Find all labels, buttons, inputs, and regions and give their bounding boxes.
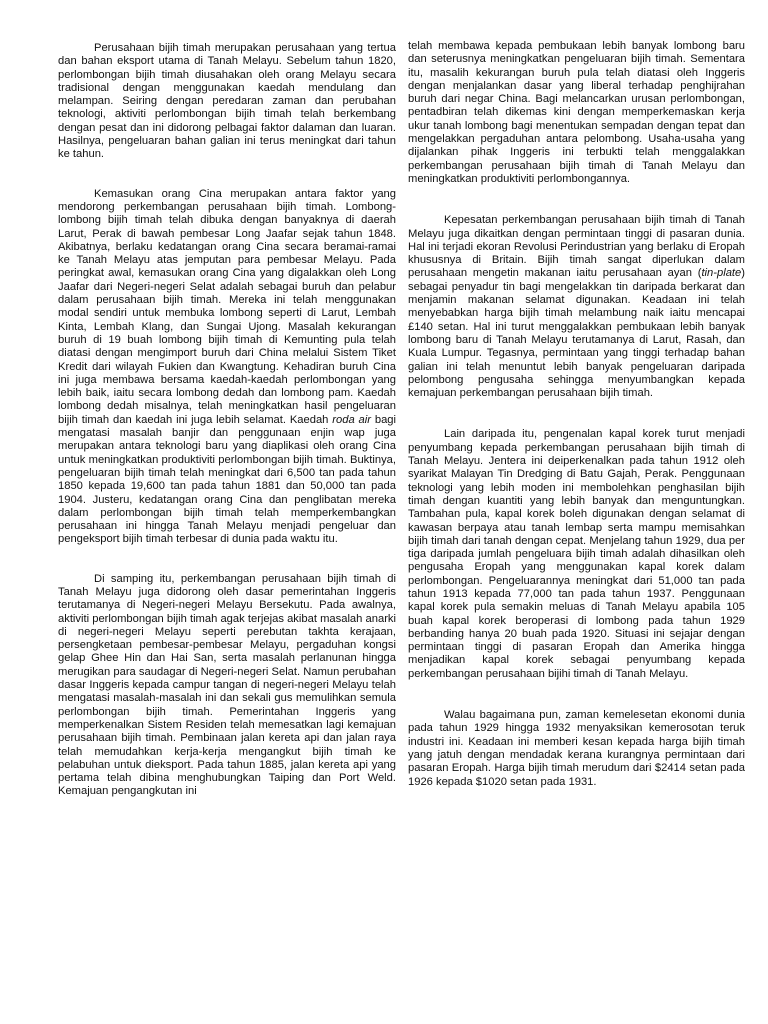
paragraph-intro: Perusahaan bijih timah merupakan perusahaan yang tertua dan bahan eksport utama di Tanah Melayu. Sebelum tahun 1820, perlombongan bijih timah diusahakan oleh orang Melayu secara tradisional dengan menggunakan kaedah mendulang dan melampan. Seiring dengan peredaran zaman dan perubahan teknologi, aktiviti perlombongan bijih timah telah berkembang dengan pesat dan ini didorong pelbagai faktor dalaman dan luaran. Hasilnya, pengeluaran bahan galian ini terus meningkat dari tahun ke tahun.	[58, 42, 396, 161]
paragraph-dredges: Lain daripada itu, pengenalan kapal korek turut menjadi penyumbang kepada perkembangan perusahaan bijih timah di Tanah Melayu. Jentera ini deiperkenalkan pada tahun 1912 oleh syarikat Malayan Tin Dredging di Batu Gajah, Perak. Penggunaan teknologi yang lebih moden ini membolehkan penghasilan bijih timah dengan kuantiti yang lebih banyak dan menguntungkan. Tambahan pula, kapal korek boleh digunakan dengan selamat di kawasan berpaya atau tanah lembap serta mampu memisahkan bijih timah dari tanah dengan cepat. Menjelang tahun 1929, dua per tiga daripada jumlah pengeluara bijih timah adalah dihasilkan oleh pengusaha Eropah yang menggunakan kapal korek dalam perlombongan. Pengeluarannya meningkat dari 51,000 tan pada tahun 1913 kepada 77,000 tan pada tahun 1937. Penggunaan kapal korek pula semakin meluas di Tanah Melayu apabila 105 buah kapal korek beroperasi di lombong pada tahun 1929 berbanding hanya 20 buah pada 1920. Situasi ini sejajar dengan permintaan tinggi di pasaran Eropah dan Amerika hingga menjadikan kapal korek sebagai penyumbang kepada perkembangan perusahaan bijihi timah di Tanah Melayu.	[408, 428, 745, 680]
left-column	[58, 42, 396, 799]
paragraph-british-policy-continued: telah membawa kepada pembukaan lebih banyak lombong baru dan seterusnya meningkatkan pengeluaran bijih timah. Sementara itu, masalih kekurangan buruh pula telah diatasi oleh Inggeris dengan menjalankan dasar yang liberal terhadap penghijrahan buruh dari negar China. Bagi melancarkan urusan perlombongan, pentadbiran telah dikemas kini dengan memperkemaskan kerja ukur tanah lombong bagi menentukan sempadan dengan tepat dan mengelakkan pergaduhan antara pelombong. Usaha-usaha yang dijalankan pihak Inggeris ini terbukti telah menggalakkan perkembangan perusahaan bijih timah di Tanah Melayu dan meningkatkan produktiviti perlombongannya.	[408, 40, 745, 185]
italic-term-roda-air: roda air	[332, 413, 371, 426]
paragraph-world-demand	[408, 214, 745, 400]
paragraph-text: bagi mengatasi masalah banjir dan penggunaan enjin wap juga merupakan antara teknologi baru yang diaplikasi oleh orang Cina untuk meningkatkan produktiviti perlombongan bijih timah. Buktinya, pengeluaran bijih timah telah meningkat dari 6,500 tan pada tahun 1850 kepada 19,600 tan pada tahun 1881 dan 50,000 tan pada 1904. Justeru, kedatangan orang Cina dan penglibatan mereka dalam perlombongan bijih timah telah memperkembangkan perusahaan ini hingga Tanah Melayu menjadi pengeluar dan pengeksport bijih timah terbesar di dunia pada waktu itu.	[58, 413, 397, 546]
italic-term-tin-plate: tin-plate	[701, 267, 742, 280]
paragraph-text: ) sebagai penyadur tin bagi mengelakkan tin daripada berkarat dan menjamin makanan selamat digunakan. Keadaan ini telah menyebabkan harga bijih timah melambung naik iaitu mencapai £140 setan. Hal ini turut menggalakkan pembukaan lebih banyak lombong baru di Tanah Melayu terutamanya di Larut, Rasah, dan Kuala Lumpur. Tegasnya, permintaan yang tinggi terhadap bahan galian ini telah menuntut lebih banyak pengeluaran daripada pelombong pengusaha sehingga menyumbangkan kepada kemajuan perkembangan perusahaan bijih timah.	[408, 267, 745, 400]
right-column	[408, 40, 745, 789]
paragraph-text: Kemasukan orang Cina merupakan antara faktor yang mendorong perkembangan perusahaan bijih timah. Lombong-lombong bijih timah telah dibuka dengan banyaknya di daerah Larut, Perak di bawah pembesar Long Jaafar sejak tahun 1848. Akibatnya, berlaku kedatangan orang Cina secara beramai-ramai ke Tanah Melayu atas jemputan para pembesar Melayu. Pada peringkat awal, kemasukan orang Cina yang digalakkan oleh Long Jaafar dari Negeri-negeri Selat adalah sebagai buruh dan pelabur dalam perusahaan bijih timah. Mereka ini telah menggunakan modal sendiri untuk membuka lombong seperti di Larut, Lembah Kinta, Lembah Klang, dan Sungai Ujong. Masalah kekurangan buruh di 19 buah lombong bijih timah di Kemunting pula telah diatasi dengan mengimport buruh dari China melalui Sistem Tiket Kredit dari wilayah Fukien dan Kwangtung. Kehadiran buruh Cina ini juga membawa bersama kaedah-kaedah perlombongan yang lebih baik, iaitu secara lombong dedah dan lombong pam. Kaedah lombong dedah misalnya, telah meningkatkan hasil pengeluaran bijih timah dan kaedah ini juga lebih selamat. Kaedah	[58, 187, 396, 426]
paragraph-depression: Walau bagaimana pun, zaman kemelesetan ekonomi dunia pada tahun 1929 hingga 1932 menyaksikan kemerosotan teruk industri ini. Keadaan ini memberi kesan kepada harga bijih timah yang jatuh dengan mendadak kerana kurangnya permintaan dari pasaran Eropah. Harga bijih timah merudum dari $2414 setan pada 1926 kepada $1020 setan pada 1931.	[408, 709, 745, 788]
paragraph-british-policy: Di samping itu, perkembangan perusahaan bijih timah di Tanah Melayu juga didorong oleh dasar pemerintahan Inggeris terutamanya di Negeri-negeri Melayu Bersekutu. Pada awalnya, aktiviti perlombongan bijih timah agak terjejas akibat masalah anarki di negeri-negeri Melayu seperti perebutan takhta kerajaan, persengketaan pembesar-pembesar Melayu, pergaduhan kongsi gelap Ghee Hin dan Hai San, serta masalah perlanunan hingga merugikan para saudagar di Negeri-negeri Selat. Namun perubahan dasar Inggeris kepada campur tangan di negeri-negeri Melayu telah mengatasi masalah-masalah ini dan sekali gus memulihkan semula perlombongan bijih timah. Pemerintahan Inggeris yang memperkenalkan Sistem Residen telah memesatkan lagi kemajuan perusahaan bijih timah. Pembinaan jalan kereta api dan jalan raya telah memudahkan kerja-kerja mengangkut bijih timah ke pelabuhan untuk dieksport. Pada tahun 1885, jalan kereta api yang pertama telah dibina menghubungkan Taiping dan Port Weld. Kemajuan pengangkutan ini	[58, 572, 396, 798]
paragraph-text: Kepesatan perkembangan perusahaan bijih timah di Tanah Melayu juga dikaitkan dengan permintaan tinggi di pasaran dunia. Hal ini terjadi ekoran Revolusi Perindustrian yang berlaku di Eropah khususnya di Britain. Bijih timah sangat diperlukan dalam perusahaan mengetin makanan iaitu perusahaan ayan (	[408, 214, 745, 280]
paragraph-chinese-immigration	[58, 188, 396, 547]
